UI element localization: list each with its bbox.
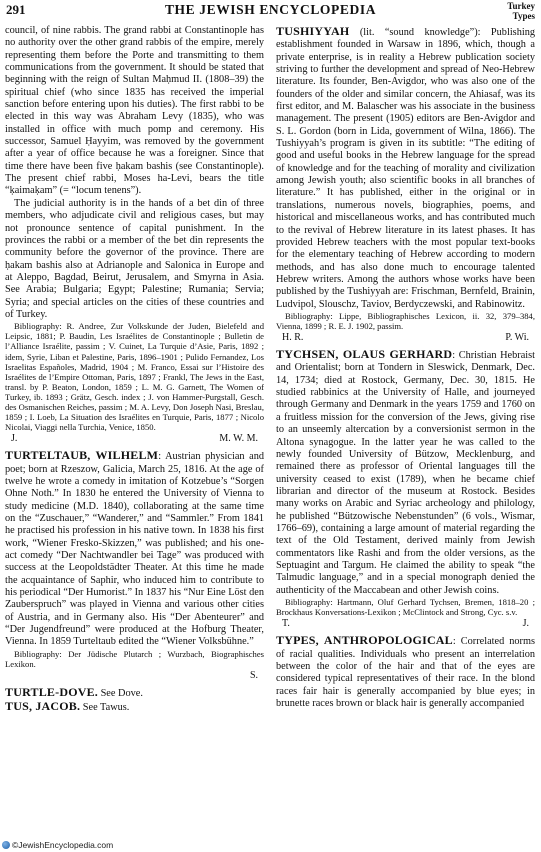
signature-author: S. — [249, 669, 258, 681]
bibliography: Bibliography: Hartmann, Oluf Gerhard Tychsen, Bremen, 1818–20 ; Brockhaus Konversations-Lexikon ; McClintock and Strong, Cyc. s.v. — [276, 596, 535, 618]
entry-types-anthropological — [276, 634, 535, 710]
signature-line — [5, 433, 264, 445]
signature-initial: T. — [282, 618, 290, 630]
running-head-first: Turkey — [507, 1, 535, 11]
signature-line — [5, 670, 264, 682]
entry-turteltaub — [5, 449, 264, 649]
entry-tus-jacob — [5, 700, 264, 714]
entry-tushiyyah — [276, 25, 535, 311]
paragraph: The judicial authority is in the hands of a bet din of three members, who adjudicate civil and religious cases, but may not pronounce sentence of capital punishment. In the provinces the rabbi or a member of the bet din represents the community before the governor of the province. There are ḥakam bashis also at Adrianople and Salonica in Europe and at Aleppo, Bagdad, Beirut, Jerusalem, and Smyrna in Asia. See Arabia; Bulgaria; Egypt; Palestine; Rumania; Servia; Syria; and special articles on the cities of these countries and of Turkey. — [5, 197, 264, 320]
entry-text: (lit. “sound knowledge”): Publishing establishment founded in Warsaw in 1896, which, though a private enterprise, is in reality a Hebrew publication society striving to further the development and spread of Neo-Hebrew literature. Its founder, Ben-Avigdor, who was also one of the founders of the older and similar concern, the Ahiasaf, was its first editor, and M. Balascher was his associate in the business management. The present (1905) editors are Ben-Avigdor and S. L. Gordon (born in Lida, government of Wilna, 1866). The Tushiyyah’s program is given in its subtitle: “The editing of good and useful books in the Hebrew language for the spread of knowledge and for the teaching of morality and civilization among Jewish youth; also scientific books in all branches of literature.” It has published, either in the original or in translations, numerous novels, biographies, poems, and historical and miscellaneous works, and has contributed much to the revival of Hebrew literature in its latest phases. It has provided Hebrew teachers with the most popular text-books for the elementary teaching of Hebrew according to modern methods, and has also done much to encourage talented Hebrew writers. Among the authors whose works have been published by the Tushiyyah are: Frischman, Bernfeld, Brainin, Ludvipol, Slouschz, Taviov, Berdyczewski, and Rabinowitz. — [276, 27, 535, 310]
globe-icon — [2, 841, 10, 849]
signature-line — [276, 332, 535, 344]
entry-headword: TUS, JACOB. — [5, 699, 81, 714]
entry-turtle-dove — [5, 686, 264, 700]
signature-author: P. Wi. — [505, 332, 529, 344]
cross-reference: See Dove. — [100, 687, 143, 699]
entry-headword: TUSHIYYAH — [276, 25, 350, 38]
right-column — [276, 25, 535, 835]
left-column — [5, 25, 264, 835]
source-footer[interactable] — [2, 840, 113, 850]
signature-author: J. — [522, 618, 529, 630]
entry-headword: TYPES, ANTHROPOLOGICAL — [276, 633, 453, 648]
entry-tychsen — [276, 348, 535, 597]
entry-headword: TYCHSEN, OLAUS GERHARD — [276, 347, 453, 362]
entry-text: : Austrian physician and poet; born at Rzeszow, Galicia, March 25, 1816. At the age of twelve he wrote a comedy in imitation of Kotzebue’s “Sorgen Ohne Noth.” In 1830 he entered the University of Vienna to study medicine (M.D. 1840), collaborating at the same time on the “Zuschauer,” “Wanderer,” and “Sammler.” From 1841 he practised his profession in his native town. In 1838 his first work, “Wiener Fresko-Skizzen,” was published; and his one-act comedy “Der Nachtwandler bei Tage” was produced with success at the Leopoldstädter Theater. At this time he made the acquaintance of Saphir, who induced him to contribute to his periodical “Der Humorist.” In 1837 his “Nur Eine Löst den Zauberspruch” was played in Vienna and various other cities of Austria, and in Germany also. His “Der Abenteurer” and “Der Jugendfreund” were produced at the Hofburg Theater, Vienna. In 1859 Turteltaub edited the “Wiener Volksbühne.” — [5, 451, 264, 648]
entry-headword: TURTELTAUB, WILHELM — [5, 448, 159, 463]
bibliography: Bibliography: R. Andree, Zur Volkskunde der Juden, Bielefeld and Leipsic, 1881; P. Baudin, Les Israélites de Constantinople ; Bulletin de l’Alliance Israélite, passim ; V. Cuinet, La Turquie d’Asie, Paris, 1892 ; idem, Syrie, Liban et Palestine, Paris, 1896–1901 ; Pulido Fernandez, Los Israelitas Españoles, Madrid, 1904 ; M. Franco, Essai sur l’Histoire des Israélites de l’Empire Ottoman, Paris, 1897 ; Frankl, The Jews in the East, transl. by P. Beaton, London, 1859 ; L. M. G. Garnett, The Women of Turkey, ib. 1893 ; Grätz, Gesch. index ; J. von Hammer-Purgstall, Gesch. des Osmanischen Reiches, passim ; M. A. Levy, Don Joseph Nasi, Breslau, 1859 ; I. Loeb, La Situation des Israélites en Turquie, Paris, 1877 ; Nicolo Nicolai, Viaggi nella Turchia, Venice, 1850. — [5, 321, 264, 433]
page-header — [6, 2, 535, 24]
entry-text: : Christian Hebraist and Orientalist; born at Tondern in Sleswick, Denmark, Dec. 14, 1734; died at Rostock, Germany, Dec. 30, 1815. He studied rabbinics at the University of Halle, and journeyed through Germany and Denmark in the years 1759 and 1760 on a fruitless mission for the conversion of the Jews, giving rise to an unseemly altercation by a conversionist sermon in the Altona synagogue. In the latter year he was called to the newly founded University of Bützow, Mecklenburg, and remained there as professor of Oriental languages till the university ceased to exist (1789), when he became chief librarian and director of the museum at Rostock. Besides many works on Arabic and Syriac archeology and philology, he published “Bützowische Nebenstunden” (6 vols., Wismar, 1766–69), containing a large amount of material regarding the text of the Old Testament, derived mainly from Jewish commentators like Rashi and from the older versions, as the Septuagint and Targum. He claimed the ability to speak “the Talmudic language,” and in a special monograph denied the authenticity of the Maccabean and other Jewish coins. — [276, 350, 535, 596]
paragraph: council, of nine rabbis. The grand rabbi at Constantinople has no authority over the other grand rabbis of the empire, merely representing them before the Porte and transmitting to them communications from the government. It should be stated that beginning with the reign of Sultan Maḥmud II. (1808–39) the spiritual chief (who since 1835 has received the imperial sanction before entering upon his duties). The first rabbi to be elected in this way was Abraham Levy (1835), who was installed in office with much pomp and ceremony. His successor, Samuel Ḥayyim, was removed by the government after a year of office because he was a foreigner. Since that time there have been five ḥakam bashis (see Constantinople). The present chief rabbi, Moses ha-Levi, bears the title “ḳaimaḳam” (= “locum tenens”). — [5, 25, 264, 197]
entry-headword: TURTLE-DOVE. — [5, 684, 98, 699]
page-number: 291 — [6, 2, 26, 17]
source-link[interactable]: ©JewishEncyclopedia.com — [12, 840, 114, 850]
signature-initial: H. R. — [282, 332, 304, 344]
running-head — [507, 1, 535, 21]
running-head-second: Types — [512, 11, 535, 21]
cross-reference: See Tawus. — [82, 702, 130, 714]
page-title: THE JEWISH ENCYCLOPEDIA — [164, 2, 377, 17]
bibliography: Bibliography: Lippe, Bibliographisches Lexicon, ii. 32, 379–384, Vienna, 1899 ; R. E. J. 1902, passim. — [276, 310, 535, 331]
bibliography: Bibliography: Der Jüdische Plutarch ; Wurzbach, Biographisches Lexikon. — [5, 648, 264, 669]
signature-initial: J. — [11, 433, 18, 445]
signature-author: M. W. M. — [219, 433, 258, 445]
signature-line — [276, 618, 535, 630]
entry-text: : Correlated norms of racial qualities. Individuals who present an interrelation between the color of the hair and that of the eyes are considered typical representatives of their race. In the blond races fair hair is generally accompanied by blue eyes; in brunette races brown or black hair is generally accompanied — [276, 636, 535, 709]
